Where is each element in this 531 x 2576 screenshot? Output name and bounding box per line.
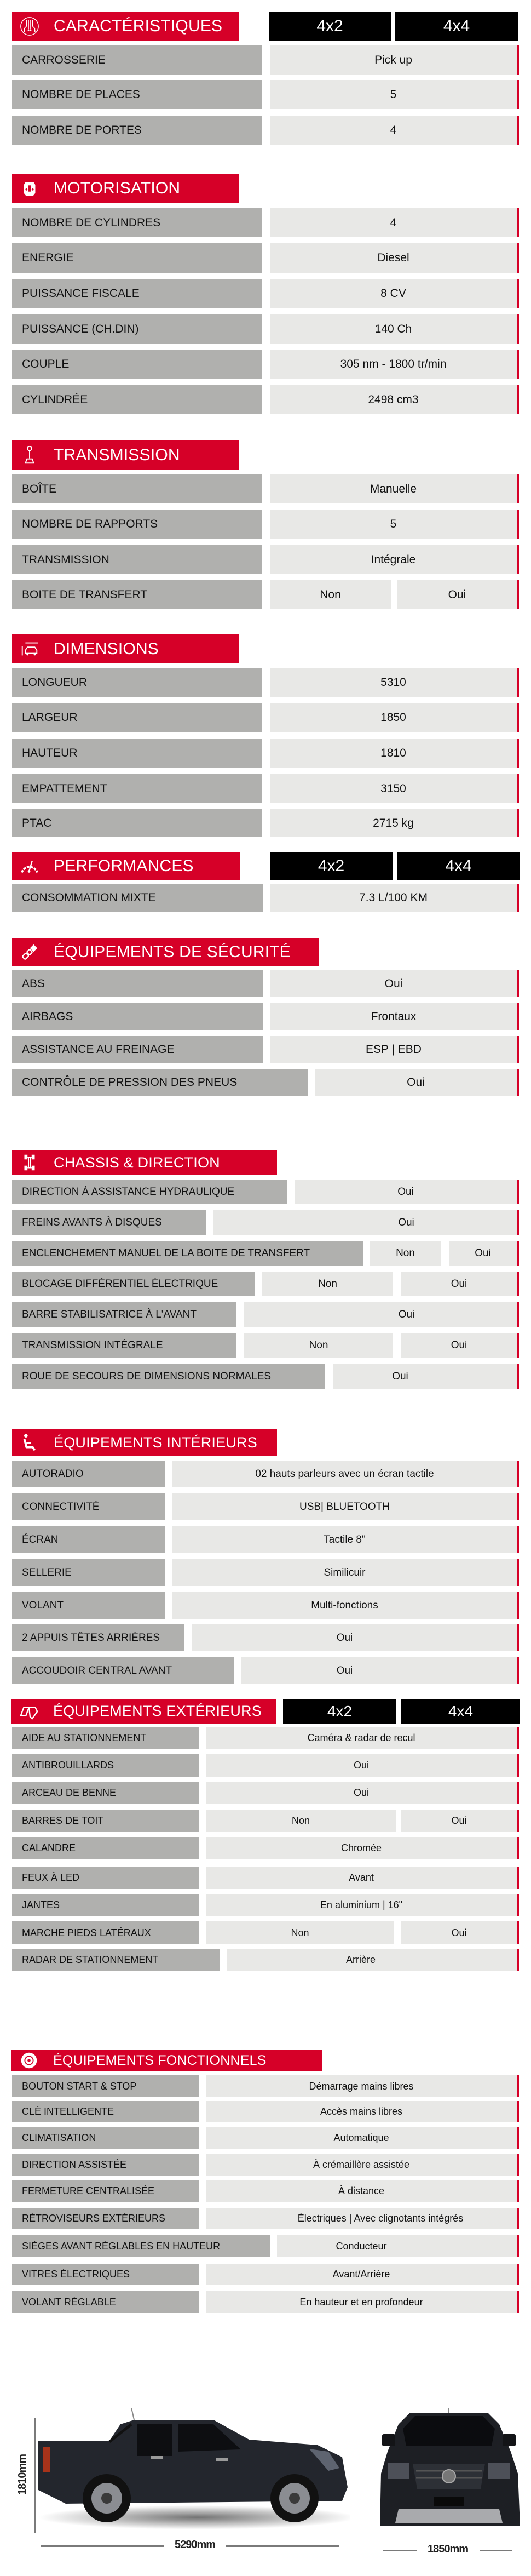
car-dimensions-icon — [18, 638, 42, 660]
row-label: 2 APPUIS TÊTES ARRIÈRES — [12, 1624, 184, 1651]
row-accent-bar — [517, 1461, 519, 1487]
row-accent-bar — [517, 1302, 519, 1327]
section-title: DIMENSIONS — [54, 639, 159, 658]
row-accent-bar — [517, 2101, 519, 2122]
row-label: FREINS AVANTS À DISQUES — [12, 1210, 206, 1235]
row-label: VOLANT RÉGLABLE — [12, 2291, 199, 2313]
row-accent-bar — [517, 739, 519, 768]
row-label: NOMBRE DE CYLINDRES — [12, 208, 262, 237]
row-value: Arrière — [227, 1949, 517, 1971]
pickup-front-image — [377, 2408, 521, 2535]
row-value: Pick up — [270, 45, 517, 75]
row-label: CONTRÔLE DE PRESSION DES PNEUS — [12, 1069, 308, 1096]
row-value: USB| BLUETOOTH — [172, 1493, 517, 1520]
section-header-fonctionnels — [11, 2050, 322, 2071]
row-accent-bar — [517, 668, 519, 697]
row-label: BOITE DE TRANSFERT — [12, 580, 262, 609]
row-accent-bar — [517, 80, 519, 109]
row-accent-bar — [517, 2180, 519, 2202]
row-value: 1850 — [270, 703, 517, 732]
row-value: 3150 — [270, 774, 517, 803]
row-accent-bar — [517, 703, 519, 732]
row-accent-bar — [517, 2264, 519, 2285]
row-value: Conducteur — [277, 2235, 517, 2257]
row-label: ENCLENCHEMENT MANUEL DE LA BOITE DE TRANSFERT — [12, 1241, 363, 1266]
section-header-chassis — [12, 1150, 277, 1175]
row-value: Électriques | Avec clignotants intégrés — [206, 2208, 517, 2229]
length-dimension-line-right — [226, 2545, 339, 2547]
row-value: 2715 kg — [270, 809, 517, 837]
row-value: 5310 — [270, 668, 517, 697]
row-accent-bar — [517, 385, 519, 414]
row-value-4x2: Non — [270, 580, 391, 609]
row-value: 7.3 L/100 KM — [270, 884, 517, 912]
row-accent-bar — [517, 970, 519, 997]
section-header-interieurs — [12, 1429, 277, 1456]
row-accent-bar — [517, 774, 519, 803]
row-accent-bar — [517, 884, 519, 912]
row-accent-bar — [517, 1949, 519, 1971]
row-label: BARRE STABILISATRICE À L'AVANT — [12, 1302, 236, 1327]
width-dimension-line-right — [480, 2550, 512, 2551]
row-accent-bar — [517, 510, 519, 539]
row-accent-bar — [517, 45, 519, 75]
row-label: CYLINDRÉE — [12, 385, 262, 414]
row-value: 8 CV — [270, 279, 517, 308]
section-header-caracteristiques — [12, 12, 239, 41]
row-label: ASSISTANCE AU FREINAGE — [12, 1036, 263, 1063]
section-header-securite — [12, 938, 319, 966]
row-accent-bar — [517, 2075, 519, 2097]
row-label: DIRECTION ASSISTÉE — [12, 2154, 199, 2176]
section-header-exterieurs — [11, 1699, 276, 1724]
row-label: NOMBRE DE RAPPORTS — [12, 510, 262, 539]
section-title: ÉQUIPEMENTS EXTÉRIEURS — [53, 1703, 262, 1719]
row-value: Avant — [206, 1867, 517, 1889]
row-value: Oui — [295, 1180, 517, 1204]
engine-icon — [18, 178, 42, 199]
row-accent-bar — [517, 279, 519, 308]
row-accent-bar — [517, 350, 519, 379]
row-accent-bar — [517, 1180, 519, 1204]
row-value: À crémaillère assistée — [206, 2154, 517, 2176]
variant-tab-4x4: 4x4 — [395, 12, 518, 41]
row-accent-bar — [517, 1526, 519, 1553]
row-value-4x4: Oui — [449, 1241, 517, 1266]
section-title: MOTORISATION — [54, 179, 181, 197]
row-label: MARCHE PIEDS LATÉRAUX — [12, 1921, 199, 1944]
row-value: 5 — [270, 510, 517, 539]
row-label: AIDE AU STATIONNEMENT — [12, 1727, 199, 1749]
row-value: Caméra & radar de recul — [206, 1727, 517, 1749]
row-value: Démarrage mains libres — [206, 2075, 517, 2097]
row-value: 1810 — [270, 739, 517, 768]
seatbelt-icon — [18, 941, 42, 963]
row-accent-bar — [517, 1837, 519, 1859]
row-accent-bar — [517, 1657, 519, 1684]
row-value: Oui — [270, 970, 517, 997]
row-value: Intégrale — [270, 545, 517, 574]
row-label: TRANSMISSION INTÉGRALE — [12, 1333, 236, 1358]
row-label: LARGEUR — [12, 703, 262, 732]
row-value: Oui — [206, 1754, 517, 1777]
height-dimension-label: 1810mm — [16, 2454, 28, 2495]
row-accent-bar — [517, 314, 519, 344]
section-header-dimensions — [12, 634, 239, 663]
section-header-transmission — [12, 440, 239, 470]
row-value-4x4: Oui — [401, 1333, 517, 1358]
variant-tab-4x4: 4x4 — [401, 1699, 520, 1724]
row-label: BOUTON START & STOP — [12, 2075, 199, 2097]
row-value-4x4: Oui — [401, 1921, 517, 1944]
length-dimension-label: 5290mm — [174, 2539, 216, 2551]
section-title: ÉQUIPEMENTS DE SÉCURITÉ — [54, 943, 291, 961]
row-accent-bar — [517, 1754, 519, 1777]
row-value: 305 nm - 1800 tr/min — [270, 350, 517, 379]
width-dimension-line-left — [383, 2550, 417, 2551]
row-accent-bar — [517, 580, 519, 609]
section-header-motorisation — [12, 174, 239, 203]
row-accent-bar — [517, 1727, 519, 1749]
row-label: LONGUEUR — [12, 668, 262, 697]
row-value: Oui — [244, 1302, 517, 1327]
row-accent-bar — [517, 1810, 519, 1832]
row-value: Oui — [333, 1364, 517, 1389]
row-value: Tactile 8" — [172, 1526, 517, 1553]
section-title: CHASSIS & DIRECTION — [54, 1154, 220, 1171]
row-value: À distance — [206, 2180, 517, 2202]
row-label: RÉTROVISEURS EXTÉRIEURS — [12, 2208, 199, 2229]
row-value-4x2: Non — [244, 1333, 393, 1358]
row-accent-bar — [517, 545, 519, 574]
row-accent-bar — [517, 1333, 519, 1358]
row-label: CLÉ INTELLIGENTE — [12, 2101, 199, 2122]
row-accent-bar — [517, 1493, 519, 1520]
row-label: ABS — [12, 970, 263, 997]
row-accent-bar — [517, 2235, 519, 2257]
row-label: CLIMATISATION — [12, 2127, 199, 2149]
row-value: Oui — [315, 1069, 517, 1096]
row-value: En aluminium | 16" — [206, 1894, 517, 1916]
row-value: Automatique — [206, 2127, 517, 2149]
row-label: SELLERIE — [12, 1559, 165, 1586]
row-accent-bar — [517, 474, 519, 503]
row-accent-bar — [517, 2291, 519, 2313]
variant-tab-4x4: 4x4 — [397, 852, 520, 880]
gear-stick-icon — [18, 444, 42, 466]
row-value: 02 hauts parleurs avec un écran tactile — [172, 1461, 517, 1487]
row-value: En hauteur et en profondeur — [206, 2291, 517, 2313]
row-value-4x2: Non — [262, 1272, 393, 1296]
row-value: 5 — [270, 80, 517, 109]
row-label: PUISSANCE FISCALE — [12, 279, 262, 308]
row-accent-bar — [517, 1921, 519, 1944]
row-value: Oui — [192, 1624, 517, 1651]
row-accent-bar — [517, 208, 519, 237]
row-label: ANTIBROUILLARDS — [12, 1754, 199, 1777]
row-value: ESP | EBD — [270, 1036, 517, 1063]
row-value: 4 — [270, 116, 517, 145]
row-label: VITRES ÉLECTRIQUES — [12, 2264, 199, 2285]
row-accent-bar — [517, 116, 519, 145]
row-accent-bar — [517, 2208, 519, 2229]
row-label: ACCOUDOIR CENTRAL AVANT — [12, 1657, 234, 1684]
row-label: RADAR DE STATIONNEMENT — [12, 1949, 220, 1971]
row-value: Oui — [213, 1210, 517, 1235]
row-accent-bar — [517, 243, 519, 273]
row-label: ÉCRAN — [12, 1526, 165, 1553]
row-value: Oui — [206, 1782, 517, 1804]
row-label: AUTORADIO — [12, 1461, 165, 1487]
row-value: Multi-fonctions — [172, 1592, 517, 1619]
row-label: TRANSMISSION — [12, 545, 262, 574]
row-accent-bar — [517, 1272, 519, 1296]
start-button-icon — [17, 2050, 41, 2071]
section-title: TRANSMISSION — [54, 446, 180, 464]
row-accent-bar — [517, 1069, 519, 1096]
row-label: FEUX À LED — [12, 1867, 199, 1889]
row-accent-bar — [517, 1241, 519, 1266]
row-label: ROUE DE SECOURS DE DIMENSIONS NORMALES — [12, 1364, 325, 1389]
row-label: FERMETURE CENTRALISÉE — [12, 2180, 199, 2202]
section-title: ÉQUIPEMENTS INTÉRIEURS — [54, 1434, 257, 1451]
row-label: BARRES DE TOIT — [12, 1810, 199, 1832]
row-label: PUISSANCE (CH.DIN) — [12, 314, 262, 344]
row-accent-bar — [517, 1867, 519, 1889]
row-value-4x4: Oui — [401, 1272, 517, 1296]
speedometer-icon — [18, 855, 42, 877]
row-value-4x2: Non — [206, 1921, 394, 1944]
row-accent-bar — [517, 1559, 519, 1586]
chassis-icon — [18, 1152, 42, 1173]
row-label: HAUTEUR — [12, 739, 262, 768]
row-accent-bar — [517, 1592, 519, 1619]
row-value: Accès mains libres — [206, 2101, 517, 2122]
row-accent-bar — [517, 809, 519, 837]
row-label: VOLANT — [12, 1592, 165, 1619]
row-value: Similicuir — [172, 1559, 517, 1586]
variant-tab-4x2: 4x2 — [269, 12, 391, 41]
row-value: Chromée — [206, 1837, 517, 1859]
row-label: DIRECTION À ASSISTANCE HYDRAULIQUE — [12, 1180, 287, 1204]
row-label: CONSOMMATION MIXTE — [12, 884, 263, 912]
row-value-4x2: Non — [370, 1241, 441, 1266]
row-value: 2498 cm3 — [270, 385, 517, 414]
row-label: AIRBAGS — [12, 1003, 263, 1030]
row-label: BOÎTE — [12, 474, 262, 503]
row-accent-bar — [517, 1624, 519, 1651]
row-label: PTAC — [12, 809, 262, 837]
row-accent-bar — [517, 1036, 519, 1063]
car-door-icon — [17, 1701, 41, 1722]
seat-icon — [18, 1432, 42, 1454]
row-accent-bar — [517, 1210, 519, 1235]
pickup-side-image — [33, 2408, 350, 2534]
row-value: Manuelle — [270, 474, 517, 503]
row-label: CONNECTIVITÉ — [12, 1493, 165, 1520]
row-label: JANTES — [12, 1894, 199, 1916]
section-title: CARACTÉRISTIQUES — [54, 16, 223, 35]
variant-tab-4x2: 4x2 — [283, 1699, 396, 1724]
row-value-4x4: Oui — [401, 1810, 517, 1832]
vehicle-side-view — [33, 2408, 350, 2534]
row-accent-bar — [517, 2127, 519, 2149]
row-label: NOMBRE DE PLACES — [12, 80, 262, 109]
row-value-4x2: Non — [206, 1810, 396, 1832]
row-accent-bar — [517, 1894, 519, 1916]
row-label: COUPLE — [12, 350, 262, 379]
row-value: Frontaux — [270, 1003, 517, 1030]
row-value: 140 Ch — [270, 314, 517, 344]
row-accent-bar — [517, 1364, 519, 1389]
row-value-4x4: Oui — [397, 580, 517, 609]
row-accent-bar — [517, 1003, 519, 1030]
row-label: ARCEAU DE BENNE — [12, 1782, 199, 1804]
length-dimension-line-left — [41, 2545, 164, 2547]
row-label: CALANDRE — [12, 1837, 199, 1859]
row-label: BLOCAGE DIFFÉRENTIEL ÉLECTRIQUE — [12, 1272, 255, 1296]
row-label: NOMBRE DE PORTES — [12, 116, 262, 145]
height-dimension-line — [34, 2418, 36, 2533]
row-value: Avant/Arrière — [206, 2264, 517, 2285]
row-value: Oui — [241, 1657, 517, 1684]
variant-tab-4x2: 4x2 — [270, 852, 393, 880]
row-label: EMPATTEMENT — [12, 774, 262, 803]
section-header-performances — [12, 852, 240, 880]
width-dimension-label: 1850mm — [427, 2543, 469, 2555]
row-label: CARROSSERIE — [12, 45, 262, 75]
row-value: 4 — [270, 208, 517, 237]
row-label: ENERGIE — [12, 243, 262, 273]
row-accent-bar — [517, 2154, 519, 2176]
vehicle-front-view — [377, 2408, 521, 2535]
section-title: ÉQUIPEMENTS FONCTIONNELS — [53, 2052, 267, 2068]
row-value: Diesel — [270, 243, 517, 273]
row-label: SIÈGES AVANT RÉGLABLES EN HAUTEUR — [12, 2235, 270, 2257]
row-accent-bar — [517, 1782, 519, 1804]
circuit-icon — [18, 15, 42, 37]
section-title: PERFORMANCES — [54, 857, 194, 875]
